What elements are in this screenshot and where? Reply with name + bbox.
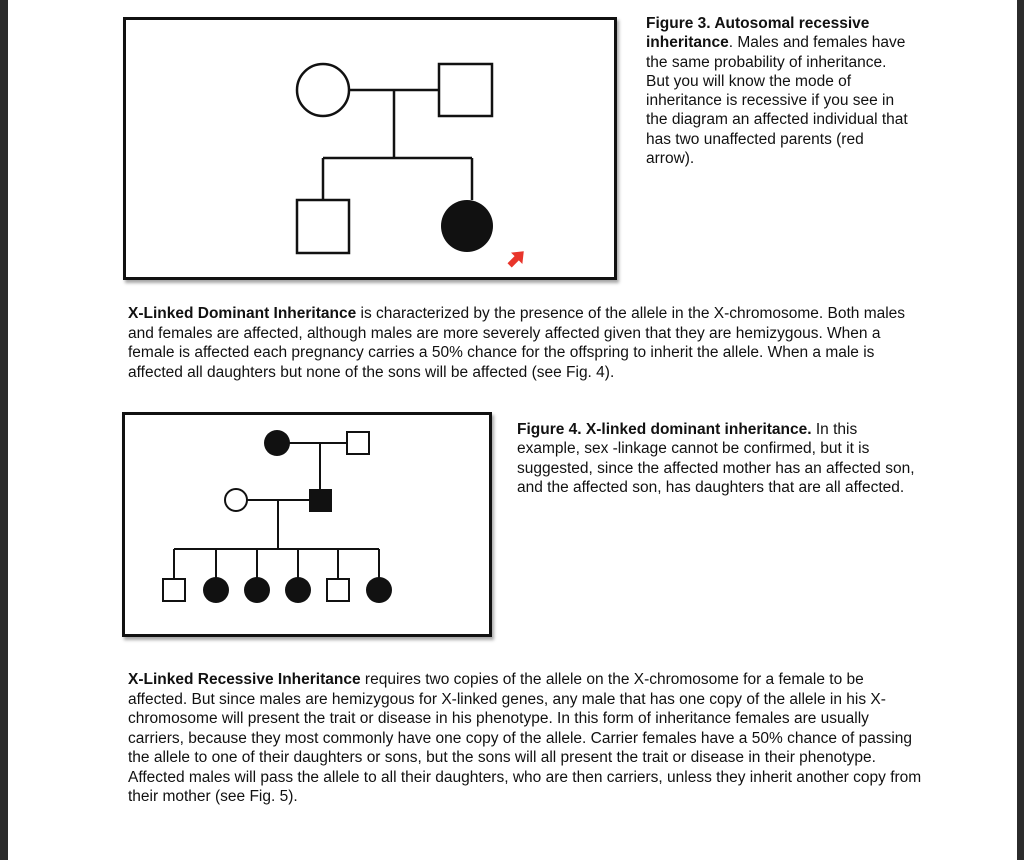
left-page-edge [0,0,8,860]
gen1-unaffected-father-symbol [347,432,369,454]
figure-4-label: Figure 4. X-linked dominant inheritance. [517,421,812,438]
affected-daughter-symbol [441,200,493,252]
unaffected-father-symbol [439,64,492,116]
figure-3-pedigree-diagram [126,20,614,277]
gen3-affected-daughter-symbol-3 [285,577,311,603]
gen2-unaffected-mother-symbol [225,489,247,511]
figure-3-caption [646,14,911,168]
figure-3-label: Figure 3. Autosomal recessive inheritance [646,15,870,52]
figure-4-pedigree-diagram [125,415,489,634]
unaffected-son-symbol [297,200,349,253]
gen3-affected-daughter-symbol-1 [203,577,229,603]
gen1-affected-mother-symbol [264,430,290,456]
x-linked-dominant-paragraph [128,304,923,382]
right-page-edge [1017,0,1024,860]
figure-4-pedigree [122,412,492,637]
gen3-affected-daughter-symbol-2 [244,577,270,603]
gen3-affected-daughter-symbol-4 [366,577,392,603]
x-linked-dominant-text: is characterized by the presence of the allele in the X-chromosome. Both males and females are affected, although males are more severely affected given that they are hemizygous. When a female is affected each pregnancy carries a 50% chance for the offspring to inherit the allele. When a male is affected all daughters but none of the sons will be affected (see Fig. 4). [128,305,906,381]
x-linked-dominant-term: X-Linked Dominant Inheritance [128,305,357,322]
figure-4-caption [517,420,922,497]
x-linked-recessive-text: requires two copies of the allele on the X-chromosome for a female to be affected. But since males are hemizygous for X-linked genes, any male that has one copy of the allele in his X-chromosome will present the trait or disease in his phenotype. In this form of inheritance females are usually carriers, because they most commonly have one copy of the allele. Carrier females have a 50% chance of passing the allele to one of their daughters or sons, but the sons will all present the trait or disease in their phenotype. Affected males will pass the allele to all their daughters, who are then carriers, unless they inherit another copy from their mother (see Fig. 5). [128,671,922,805]
figure-4-caption-text: In this example, sex -linkage cannot be confirmed, but it is suggested, since the affected mother has an affected son, and the affected son, has daughters that are all affected. [517,421,915,496]
unaffected-mother-symbol [297,64,349,116]
red-arrow-icon [504,246,529,271]
x-linked-recessive-term: X-Linked Recessive Inheritance [128,671,361,688]
figure-3-caption-text: . Males and females have the same probability of inheritance. But you will know the mode of inheritance is recessive if you see in the diagram an affected individual that has two unaffected parents (red arrow). [646,34,908,168]
gen2-affected-son-symbol [309,489,332,512]
x-linked-recessive-paragraph [128,670,923,807]
gen3-unaffected-son-symbol-2 [327,579,349,601]
figure-3-pedigree [123,17,617,280]
gen3-unaffected-son-symbol-1 [163,579,185,601]
